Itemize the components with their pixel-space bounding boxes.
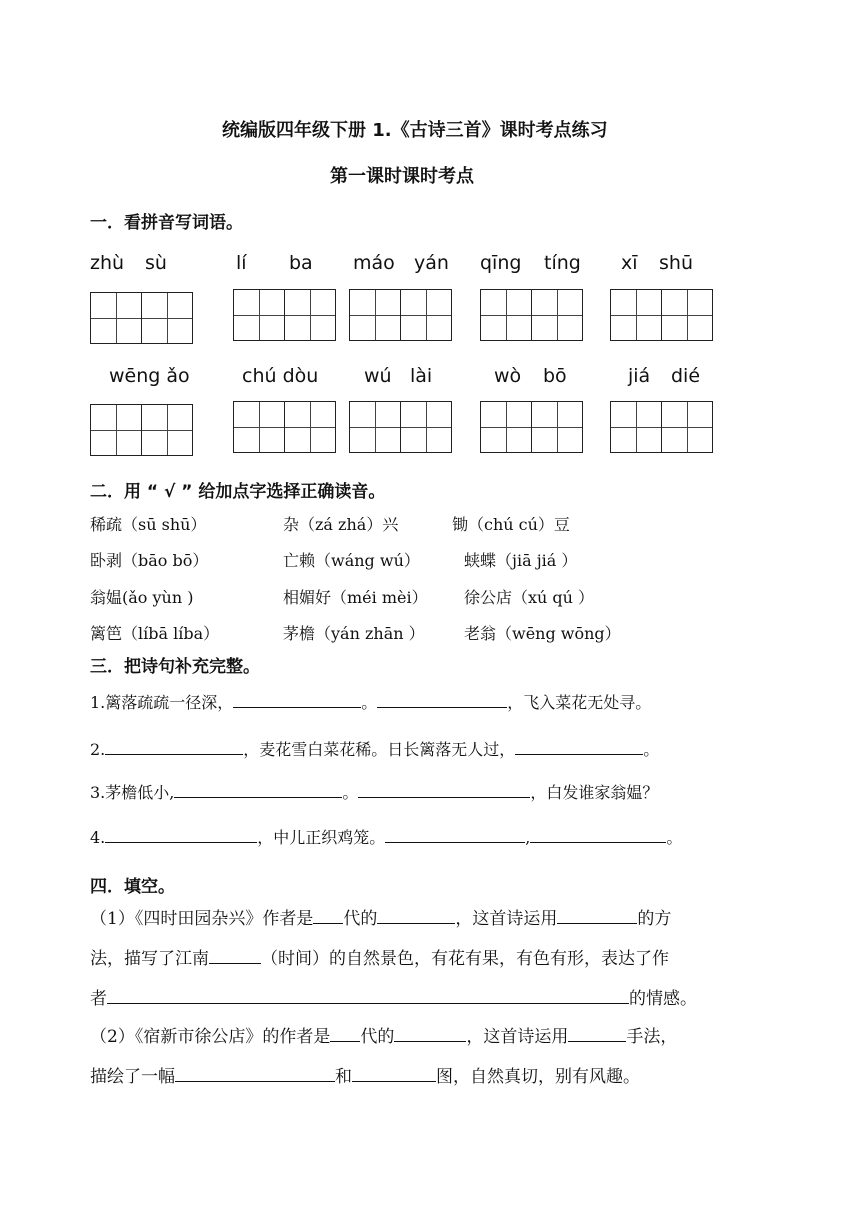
poem-line-3: [90, 780, 658, 803]
fill-line-4: [90, 1022, 677, 1047]
fill-text: 手法，: [626, 1027, 678, 1047]
answer-blank[interactable]: [530, 826, 666, 843]
reading-item[interactable]: 茅檐（yán zhān ）: [283, 624, 425, 643]
fill-text: 的方: [637, 909, 672, 929]
pinyin-2-a: lí: [236, 252, 247, 274]
fill-text: ，这首诗运用: [455, 909, 558, 929]
writing-box[interactable]: [284, 289, 336, 341]
reading-item[interactable]: 卧剥（bāo bō）: [90, 551, 209, 570]
fill-text: （2）《宿新市徐公店》的作者是: [90, 1027, 331, 1047]
answer-blank[interactable]: [175, 1065, 335, 1082]
writing-box[interactable]: [90, 404, 142, 456]
pinyin-7: chú dòu: [242, 365, 319, 387]
pinyin-3-a: máo: [353, 252, 395, 274]
writing-box[interactable]: [233, 289, 285, 341]
answer-blank[interactable]: [233, 691, 361, 708]
page-subtitle: 第一课时课时考点: [330, 166, 474, 187]
answer-blank[interactable]: [358, 781, 530, 798]
pinyin-5-b: shū: [659, 252, 693, 274]
writing-box[interactable]: [610, 289, 662, 341]
writing-box[interactable]: [661, 401, 713, 453]
reading-item[interactable]: 亡赖（wáng wú）: [283, 551, 420, 570]
poem-text: ,: [525, 828, 531, 847]
answer-blank[interactable]: [107, 987, 629, 1004]
pinyin-9-b: bō: [543, 365, 567, 387]
writing-box[interactable]: [400, 401, 452, 453]
fill-line-2: [90, 944, 669, 969]
answer-blank[interactable]: [515, 738, 643, 755]
writing-box[interactable]: [90, 292, 142, 344]
answer-blank[interactable]: [385, 826, 525, 843]
reading-item[interactable]: 稀疏（sū shū）: [90, 515, 207, 534]
page-title: 统编版四年级下册 1.《古诗三首》课时考点练习: [222, 120, 608, 141]
poem-line-2: [90, 737, 659, 760]
fill-text: 者: [90, 989, 107, 1009]
poem-text: 。: [342, 783, 359, 802]
writing-box[interactable]: [349, 289, 401, 341]
fill-text: 代的: [343, 909, 378, 929]
writing-box[interactable]: [480, 289, 532, 341]
reading-item[interactable]: 篱笆（líbā líba）: [90, 624, 220, 643]
pinyin-8-b: lài: [410, 365, 433, 387]
answer-blank[interactable]: [557, 907, 637, 924]
poem-line-1: [90, 690, 651, 713]
writing-box[interactable]: [480, 401, 532, 453]
pinyin-6: wēng ǎo: [109, 365, 190, 387]
fill-text: 代的: [360, 1027, 395, 1047]
fill-text: 和: [335, 1067, 352, 1087]
writing-box[interactable]: [141, 292, 193, 344]
pinyin-4-b: tíng: [544, 252, 581, 274]
answer-blank[interactable]: [352, 1065, 436, 1082]
answer-blank[interactable]: [174, 781, 342, 798]
fill-text: （时间）的自然景色，有花有果，有色有形，表达了作: [261, 949, 669, 969]
answer-blank[interactable]: [377, 691, 507, 708]
answer-blank[interactable]: [568, 1025, 626, 1042]
fill-text: 描绘了一幅: [90, 1067, 175, 1087]
poem-text: ，麦花雪白菜花稀。日长篱落无人过，: [243, 740, 516, 759]
pinyin-3-b: yán: [414, 252, 449, 274]
poem-line-4: [90, 825, 682, 848]
pinyin-2-b: ba: [289, 252, 313, 274]
pinyin-8-a: wú: [364, 365, 392, 387]
poem-text: 2.: [90, 740, 106, 759]
fill-text: ，这首诗运用: [466, 1027, 569, 1047]
poem-text: 1.篱落疏疏一径深，: [90, 693, 234, 712]
answer-blank[interactable]: [330, 1025, 360, 1042]
writing-box[interactable]: [661, 289, 713, 341]
fill-text: 的情感。: [629, 989, 697, 1009]
writing-box[interactable]: [141, 404, 193, 456]
fill-line-3: [90, 984, 697, 1009]
section-3-heading: 三．把诗句补充完整。: [90, 657, 260, 677]
answer-blank[interactable]: [394, 1025, 466, 1042]
writing-box[interactable]: [531, 289, 583, 341]
answer-blank[interactable]: [105, 738, 243, 755]
poem-text: ，飞入菜花无处寻。: [507, 693, 652, 712]
writing-box[interactable]: [233, 401, 285, 453]
reading-item[interactable]: 翁媪(ǎo yùn ): [90, 588, 194, 607]
poem-text: 3.茅檐低小,: [90, 783, 175, 802]
answer-blank[interactable]: [209, 947, 261, 964]
poem-text: 。: [643, 740, 660, 759]
pinyin-4-a: qīng: [480, 252, 522, 274]
pinyin-5-a: xī: [621, 252, 638, 274]
fill-text: （1）《四时田园杂兴》作者是: [90, 909, 314, 929]
poem-text: 4.: [90, 828, 106, 847]
answer-blank[interactable]: [377, 907, 455, 924]
pinyin-10-b: dié: [671, 365, 701, 387]
fill-text: 图，自然真切，别有风趣。: [436, 1067, 640, 1087]
reading-item[interactable]: 蛱蝶（jiā jiá ）: [464, 551, 578, 570]
pinyin-1-a: zhù: [90, 252, 125, 274]
reading-item[interactable]: 杂（zá zhá）兴: [283, 515, 399, 534]
reading-item[interactable]: 锄（chú cú）豆: [452, 515, 570, 534]
writing-box[interactable]: [400, 289, 452, 341]
poem-text: ，中儿正织鸡笼。: [257, 828, 386, 847]
poem-text: ，白发谁家翁媪？: [530, 783, 659, 802]
section-4-heading: 四．填空。: [90, 877, 175, 897]
writing-box[interactable]: [284, 401, 336, 453]
writing-box[interactable]: [349, 401, 401, 453]
fill-line-5: [90, 1062, 640, 1087]
fill-text: 法，描写了江南: [90, 949, 209, 969]
section-2-heading: 二．用 “ √ ” 给加点字选择正确读音。: [90, 482, 386, 502]
answer-blank[interactable]: [105, 826, 257, 843]
pinyin-9-a: wò: [494, 365, 522, 387]
pinyin-10-a: jiá: [628, 365, 651, 387]
reading-item[interactable]: 老翁（wēng wōng）: [464, 624, 621, 643]
section-1-heading: 一．看拼音写词语。: [90, 213, 243, 233]
writing-box[interactable]: [610, 401, 662, 453]
poem-text: 。: [361, 693, 378, 712]
writing-box[interactable]: [531, 401, 583, 453]
poem-text: 。: [666, 828, 683, 847]
fill-line-1: [90, 904, 671, 929]
pinyin-1-b: sù: [145, 252, 167, 274]
answer-blank[interactable]: [313, 907, 343, 924]
reading-item[interactable]: 徐公店（xú qú ）: [464, 588, 595, 607]
reading-item[interactable]: 相媚好（méi mèi）: [283, 588, 428, 607]
